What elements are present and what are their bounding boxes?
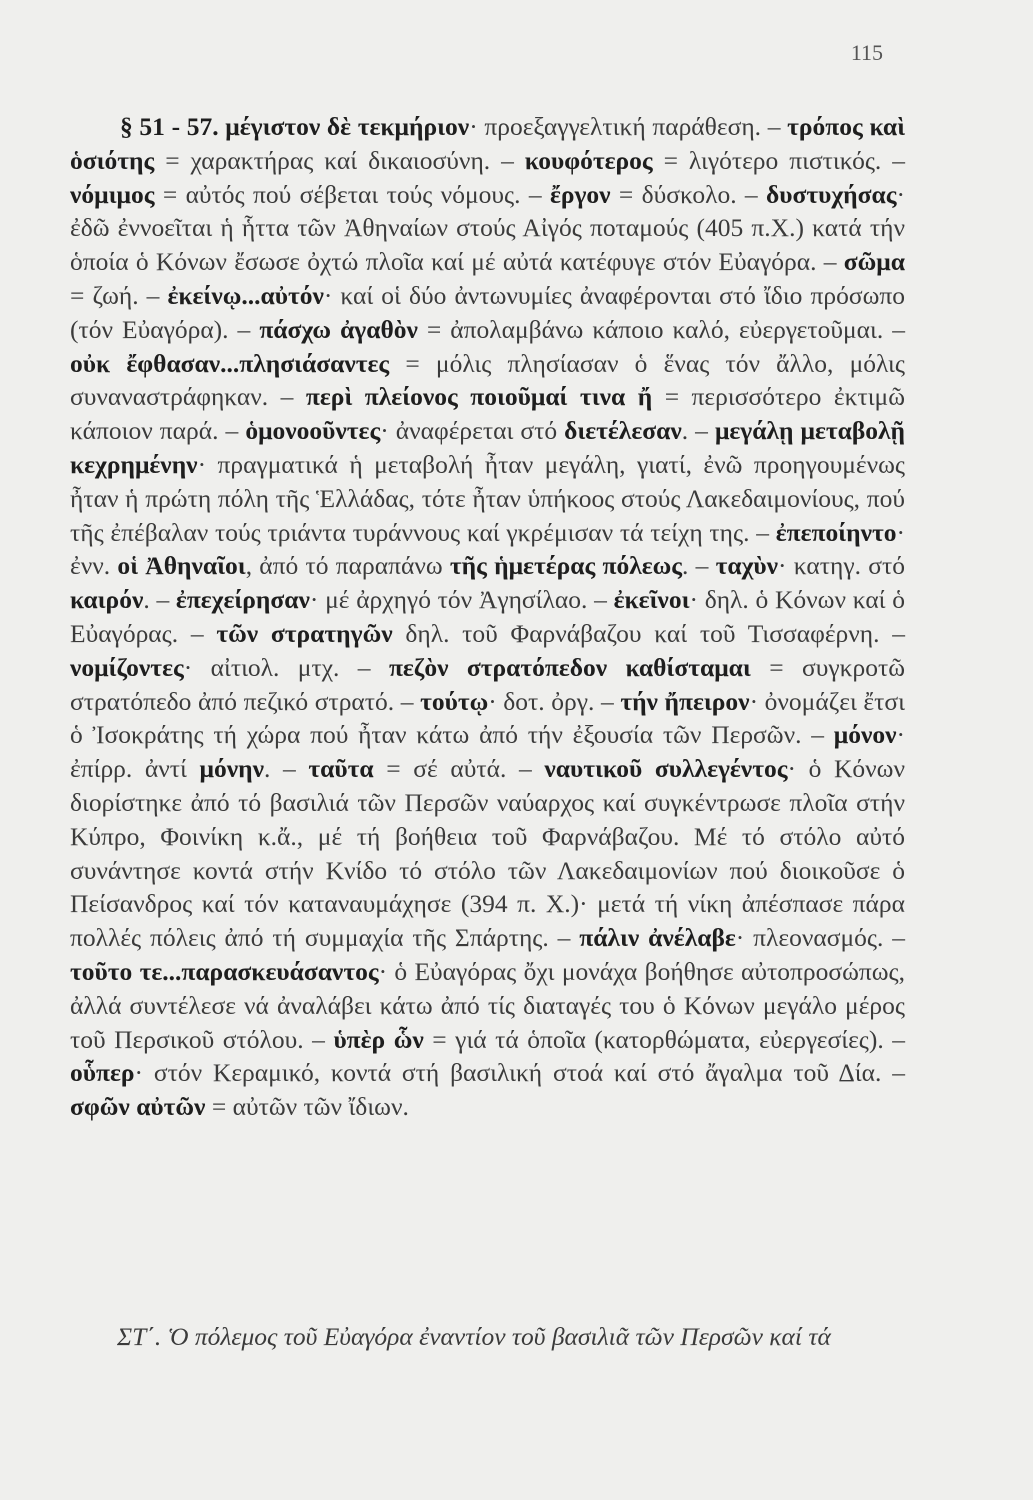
gloss-text: · πραγματικά ἡ μεταβολή ἦταν μεγάλη, γιατί, ἐνῶ προηγουμένως ἦταν ἡ πρώτη πόλη τῆς Ἑλλάδας, τότε ἦταν ὑπήκοος στούς Λακεδαιμονίους, πού τῆς ἐπέβαλαν τούς τριάντα τυράννους καί γκρέμισαν τά τείχη της. – <box>70 449 905 547</box>
lemma-term: νόμιμος <box>70 179 155 209</box>
lemma-term: τήν ἤπειρον <box>620 686 750 716</box>
lemma-term: ἐπεχείρησαν <box>175 585 310 615</box>
lemma-term: πεζὸν στρατόπεδον καθίσταμαι <box>388 652 751 682</box>
gloss-text: = ἀπολαμβάνω κάποιο καλό, εὐεργετοῦμαι. – <box>417 314 905 344</box>
lemma-term: οὐκ ἔφθασαν...πλησιάσαντες <box>70 348 390 378</box>
gloss-text: = μόλις πλησίασαν ὁ ἕνας τόν ἄλλο, μόλις συναναστράφηκαν. – <box>70 348 906 412</box>
gloss-text: = γιά τά ὁποῖα (κατορθώματα, εὐεργεσίες). – <box>423 1024 906 1054</box>
gloss-text: · κατηγ. στό <box>778 551 905 581</box>
gloss-text: . – <box>143 585 176 615</box>
page-number: 115 <box>850 40 883 65</box>
lemma-term: οἱ Ἀθηναῖοι <box>117 551 246 581</box>
lemma-term: μεγάλῃ μεταβολῇ κεχρημένην <box>70 416 906 479</box>
lemma-term: διετέλεσαν <box>564 416 682 446</box>
lemma-term: μόνον <box>833 720 897 750</box>
lemma-term: ἔργον <box>549 179 611 209</box>
gloss-text: = σέ αὐτά. – <box>373 754 545 784</box>
gloss-text: · ἀναφέρεται στό <box>380 416 565 446</box>
lemma-term: τῶν στρατηγῶν <box>216 618 393 648</box>
gloss-text: = συγκροτῶ στρατόπεδο ἀπό πεζικό στρατό. – <box>70 652 905 716</box>
lemma-term: τῆς ἡμετέρας πόλεως <box>449 551 683 581</box>
gloss-text: · στόν Κεραμικό, κοντά στή βασιλική στοά καί στό ἄγαλμα τοῦ Δία. – <box>134 1058 905 1088</box>
lemma-term: ἐπεποίηντο <box>775 517 897 547</box>
gloss-text: . – <box>682 551 716 581</box>
gloss-text: . – <box>264 754 309 784</box>
gloss-text: · προεξαγγελτική παράθεση. – <box>469 112 788 141</box>
lemma-term: σφῶν αὐτῶν <box>70 1092 206 1122</box>
gloss-text: · ἐνν. <box>70 517 905 581</box>
gloss-text: = αὐτός πού σέβεται τούς νόμους. – <box>154 179 550 209</box>
lemma-term: μόνην <box>199 754 265 784</box>
lemma-term: ὁμονοοῦντες <box>245 416 381 446</box>
lemma-term: § 51 - 57. μέγιστον δὲ τεκμήριον <box>120 112 470 141</box>
lemma-term: τρόπος καὶ ὁσιότης <box>70 112 906 175</box>
lemma-term: καιρόν <box>70 585 144 615</box>
commentary-paragraph <box>70 110 905 1124</box>
lemma-term: ναυτικοῦ συλλεγέντος <box>544 754 788 784</box>
gloss-text: , ἀπό τό παραπάνω <box>245 551 450 581</box>
gloss-text: · ὀνομάζει ἔτσι ὁ Ἰσοκράτης τή χώρα πού ἦταν κάτω ἀπό τήν ἐξουσία τῶν Περσῶν. – <box>70 686 905 750</box>
gloss-text: · ὁ Εὐαγόρας ὄχι μονάχα βοήθησε αὐτοπροσώπως, ἀλλά συντέλεσε νά ἀναλάβει κάτω ἀπό τίς διαταγές του ὁ Κόνων μεγάλο μέρος τοῦ Περσικοῦ στόλου. – <box>70 956 905 1054</box>
gloss-text: · ἐδῶ ἐννοεῖται ἡ ἧττα τῶν Ἀθηναίων στούς Αἰγός ποταμούς (405 π.Χ.) κατά τήν ὁποία ὁ Κόνων ἔσωσε ὀχτώ πλοῖα καί μέ αὐτά κατέφυγε στόν Εὐαγόρα. – <box>70 179 905 277</box>
commentary-block <box>70 110 905 1124</box>
gloss-text: · μέ ἀρχηγό τόν Ἀγησίλαο. – <box>309 585 614 615</box>
lemma-term: περὶ πλείονος ποιοῦμαί τινα ἤ <box>305 382 653 412</box>
lemma-term: ὑπὲρ ὧν <box>333 1024 424 1054</box>
gloss-text: · καί οἱ δύο ἀντωνυμίες ἀναφέρονται στό ἴδιο πρόσωπο (τόν Εὐαγόρα). – <box>70 280 906 344</box>
gloss-text: = χαρακτήρας καί δικαιοσύνη. – <box>154 145 525 175</box>
gloss-text: . – <box>681 416 715 446</box>
lemma-term: δυστυχήσας <box>766 179 897 209</box>
gloss-text: · αἰτιολ. μτχ. – <box>183 652 389 682</box>
gloss-text: = ζωή. – <box>70 280 168 310</box>
gloss-text: = λιγότερο πιστικός. – <box>652 145 905 175</box>
lemma-term: τούτῳ <box>420 686 489 716</box>
gloss-text: = αὐτῶν τῶν ἴδιων. <box>205 1092 409 1122</box>
lemma-term: οὗπερ <box>70 1058 135 1088</box>
gloss-text: = δύσκολο. – <box>610 179 767 209</box>
gloss-text: · πλεονασμός. – <box>735 923 906 953</box>
lemma-term: τοῦτο τε...παρασκευάσαντος <box>70 956 379 986</box>
gloss-text: · δηλ. ὁ Κόνων καί ὁ Εὐαγόρας. – <box>70 585 906 648</box>
gloss-text: = περισσότερο ἐκτιμῶ κάποιον παρά. – <box>70 382 906 446</box>
lemma-term: κουφότερος <box>524 145 653 175</box>
gloss-text: · ὁ Κόνων διορίστηκε ἀπό τό βασιλιά τῶν Περσῶν ναύαρχος καί συγκέντρωσε πλοῖα στήν Κύπρο, Φοινίκη κ.ἄ., μέ τή βοήθεια τοῦ Φαρνάβαζου. Μέ τό στόλο αὐτό συνάντησε κοντά στήν Κνίδο τό στόλο τῶν Λακεδαιμονίων πού διοικοῦσε ὁ Πείσανδρος καί τόν καταναυμάχησε (394 π. Χ.)· μετά τή νίκη ἀπέσπασε πάρα πολλές πόλεις ἀπό τή συμμαχία τῆς Σπάρτης. – <box>70 754 905 953</box>
lemma-term: ταῦτα <box>308 754 374 784</box>
lemma-term: σῶμα <box>843 247 905 277</box>
section-heading: ΣΤ΄. Ὁ πόλεμος τοῦ Εὐαγόρα ἐναντίον τοῦ βασιλιᾶ τῶν Περσῶν καί τά <box>117 1322 831 1351</box>
gloss-text: · ἐπίρρ. ἀντί <box>70 720 905 784</box>
lemma-term: πάλιν ἀνέλαβε <box>579 923 736 953</box>
lemma-term: ἐκεῖνοι <box>613 585 690 615</box>
gloss-text: δηλ. τοῦ Φαρνάβαζου καί τοῦ Τισσαφέρνη. – <box>392 618 905 648</box>
lemma-term: πάσχω ἀγαθὸν <box>259 314 418 344</box>
gloss-text: · δοτ. ὀργ. – <box>488 686 621 716</box>
lemma-term: νομίζοντες <box>70 652 184 682</box>
lemma-term: ἐκείνῳ...αὐτόν <box>167 280 324 310</box>
lemma-term: ταχὺν <box>715 551 779 581</box>
